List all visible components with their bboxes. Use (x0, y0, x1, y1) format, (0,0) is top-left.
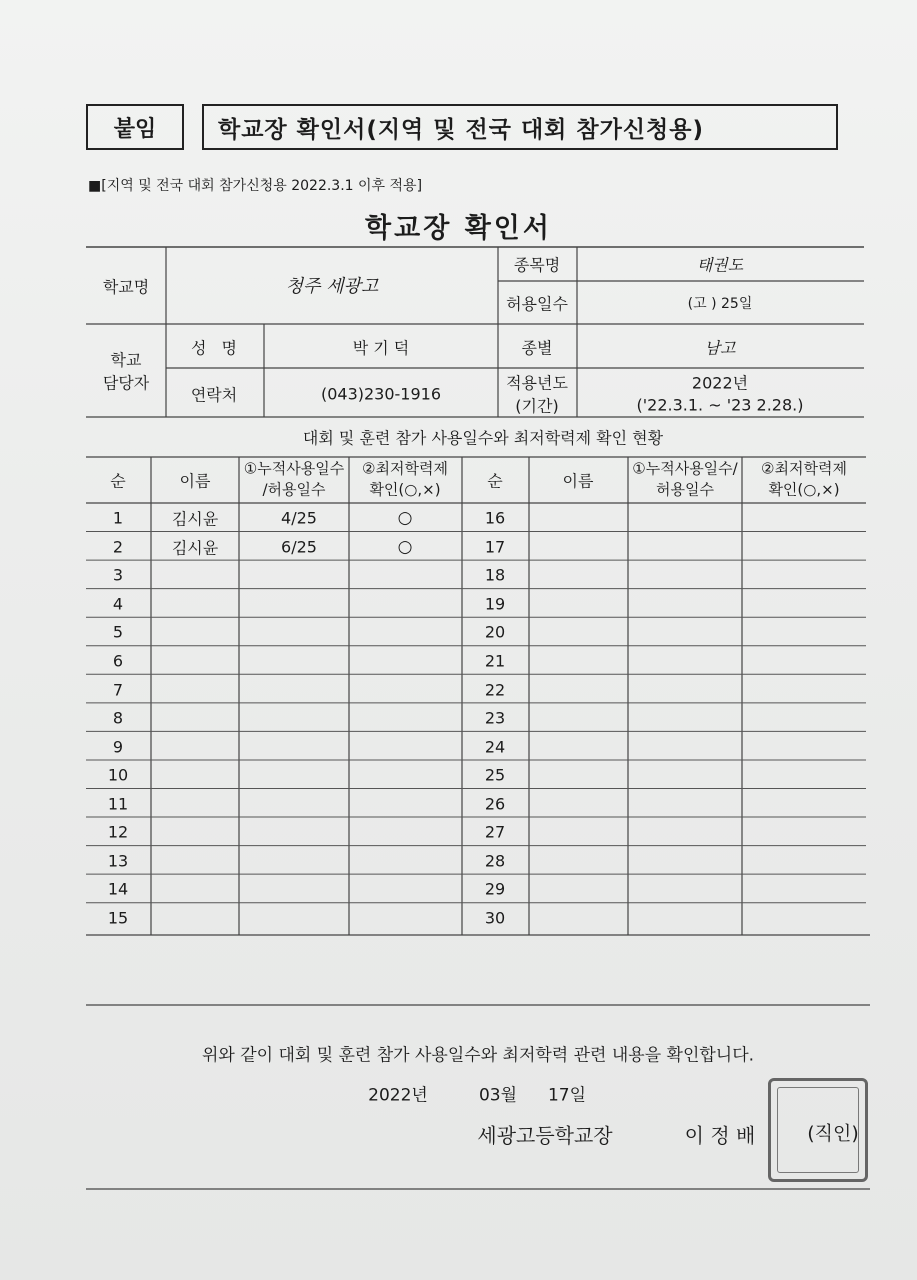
col-days-left-line1: ①누적사용일수 (243, 459, 345, 478)
col-no-right: 순 (487, 471, 503, 491)
contact-label: 연락처 (190, 385, 238, 405)
col-days-left-line2: /허용일수 (262, 480, 326, 499)
row-number-right: 26 (484, 794, 506, 814)
row-number: 15 (107, 908, 129, 928)
seal-label: (직인) (807, 1122, 859, 1145)
row-number-right: 20 (484, 622, 506, 642)
col-days-right-line2: 허용일수 (656, 480, 714, 499)
row-used-days: 4/25 (281, 508, 317, 528)
manager-name-value: 박 기 덕 (352, 338, 410, 358)
row-min-grade-check: ○ (397, 536, 413, 557)
page-title: 학교장 확인서 (365, 213, 552, 244)
col-days-right-line1: ①누적사용일수/ (632, 459, 738, 478)
row-number-right: 21 (484, 651, 506, 671)
sport-value: 태권도 (696, 255, 744, 275)
principal-title: 세광고등학교장 (477, 1123, 613, 1148)
row-name: 김시윤 (171, 509, 219, 529)
row-number-right: 19 (484, 594, 506, 614)
row-number: 10 (107, 765, 129, 785)
apply-year-label-line2: (기간) (515, 396, 559, 416)
date-day: 17일 (547, 1085, 587, 1106)
col-name-right: 이름 (562, 471, 594, 491)
col-no-left: 순 (110, 471, 126, 491)
manager-label-line1: 학교 (110, 350, 142, 370)
row-number: 2 (112, 537, 124, 557)
row-number: 11 (107, 794, 129, 814)
allowed-days-label: 허용일수 (506, 294, 568, 314)
name-label: 성 명 (191, 338, 237, 358)
col-check-right-line1: ②최저학력제 (761, 459, 847, 478)
row-number: 6 (112, 651, 124, 671)
row-number: 14 (107, 879, 129, 899)
row-number-right: 27 (484, 822, 506, 842)
row-number-right: 16 (484, 508, 506, 528)
col-check-left-line2: 확인(○,×) (369, 480, 441, 499)
confirmation-statement: 위와 같이 대회 및 훈련 참가 사용일수와 최저학력 관련 내용을 확인합니다. (201, 1045, 755, 1066)
row-number: 12 (107, 822, 129, 842)
school-value: 청주 세광고 (285, 276, 379, 297)
row-number-right: 25 (484, 765, 506, 785)
row-used-days: 6/25 (281, 537, 317, 557)
row-number-right: 17 (484, 537, 506, 557)
row-number-right: 18 (484, 565, 506, 585)
col-check-left-line1: ②최저학력제 (362, 459, 448, 478)
row-number: 5 (112, 622, 124, 642)
row-min-grade-check: ○ (397, 508, 413, 529)
row-number-right: 23 (484, 708, 506, 728)
section-title: 대회 및 훈련 참가 사용일수와 최저학력제 확인 현황 (302, 428, 664, 448)
row-number-right: 24 (484, 737, 506, 757)
row-number: 9 (112, 737, 124, 757)
row-number-right: 22 (484, 680, 506, 700)
row-number: 8 (112, 708, 124, 728)
row-number: 1 (112, 508, 124, 528)
contact-value: (043)230-1916 (320, 384, 442, 404)
attachment-tag: 붙임 (86, 104, 184, 150)
row-name: 김시윤 (171, 538, 219, 558)
allowed-days-value: (고 ) 25일 (687, 296, 753, 312)
row-number: 4 (112, 594, 124, 614)
row-number: 13 (107, 851, 129, 871)
row-number-right: 30 (484, 908, 506, 928)
principal-name: 이 정 배 (684, 1123, 756, 1148)
row-number: 7 (112, 680, 124, 700)
row-number-right: 29 (484, 879, 506, 899)
apply-year-label-line1: 적용년도 (506, 373, 568, 393)
applicability-note: ■[지역 및 전국 대회 참가신청용 2022.3.1 이후 적용] (88, 178, 423, 194)
document-heading: 학교장 확인서(지역 및 전국 대회 참가신청용) (202, 104, 838, 150)
row-number-right: 28 (484, 851, 506, 871)
sport-label: 종목명 (513, 255, 561, 275)
manager-label-line2: 담당자 (102, 373, 150, 393)
col-check-right-line2: 확인(○,×) (768, 480, 840, 499)
date-year: 2022년 (368, 1085, 428, 1106)
apply-period-value: ('22.3.1. ~ '23 2.28.) (636, 395, 804, 415)
date-month: 03월 (478, 1085, 518, 1106)
col-name-left: 이름 (179, 471, 211, 491)
school-label: 학교명 (102, 277, 150, 297)
row-number: 3 (112, 565, 124, 585)
gender-value: 남고 (704, 338, 736, 358)
apply-year-value: 2022년 (691, 373, 749, 393)
gender-label: 종별 (521, 338, 553, 358)
